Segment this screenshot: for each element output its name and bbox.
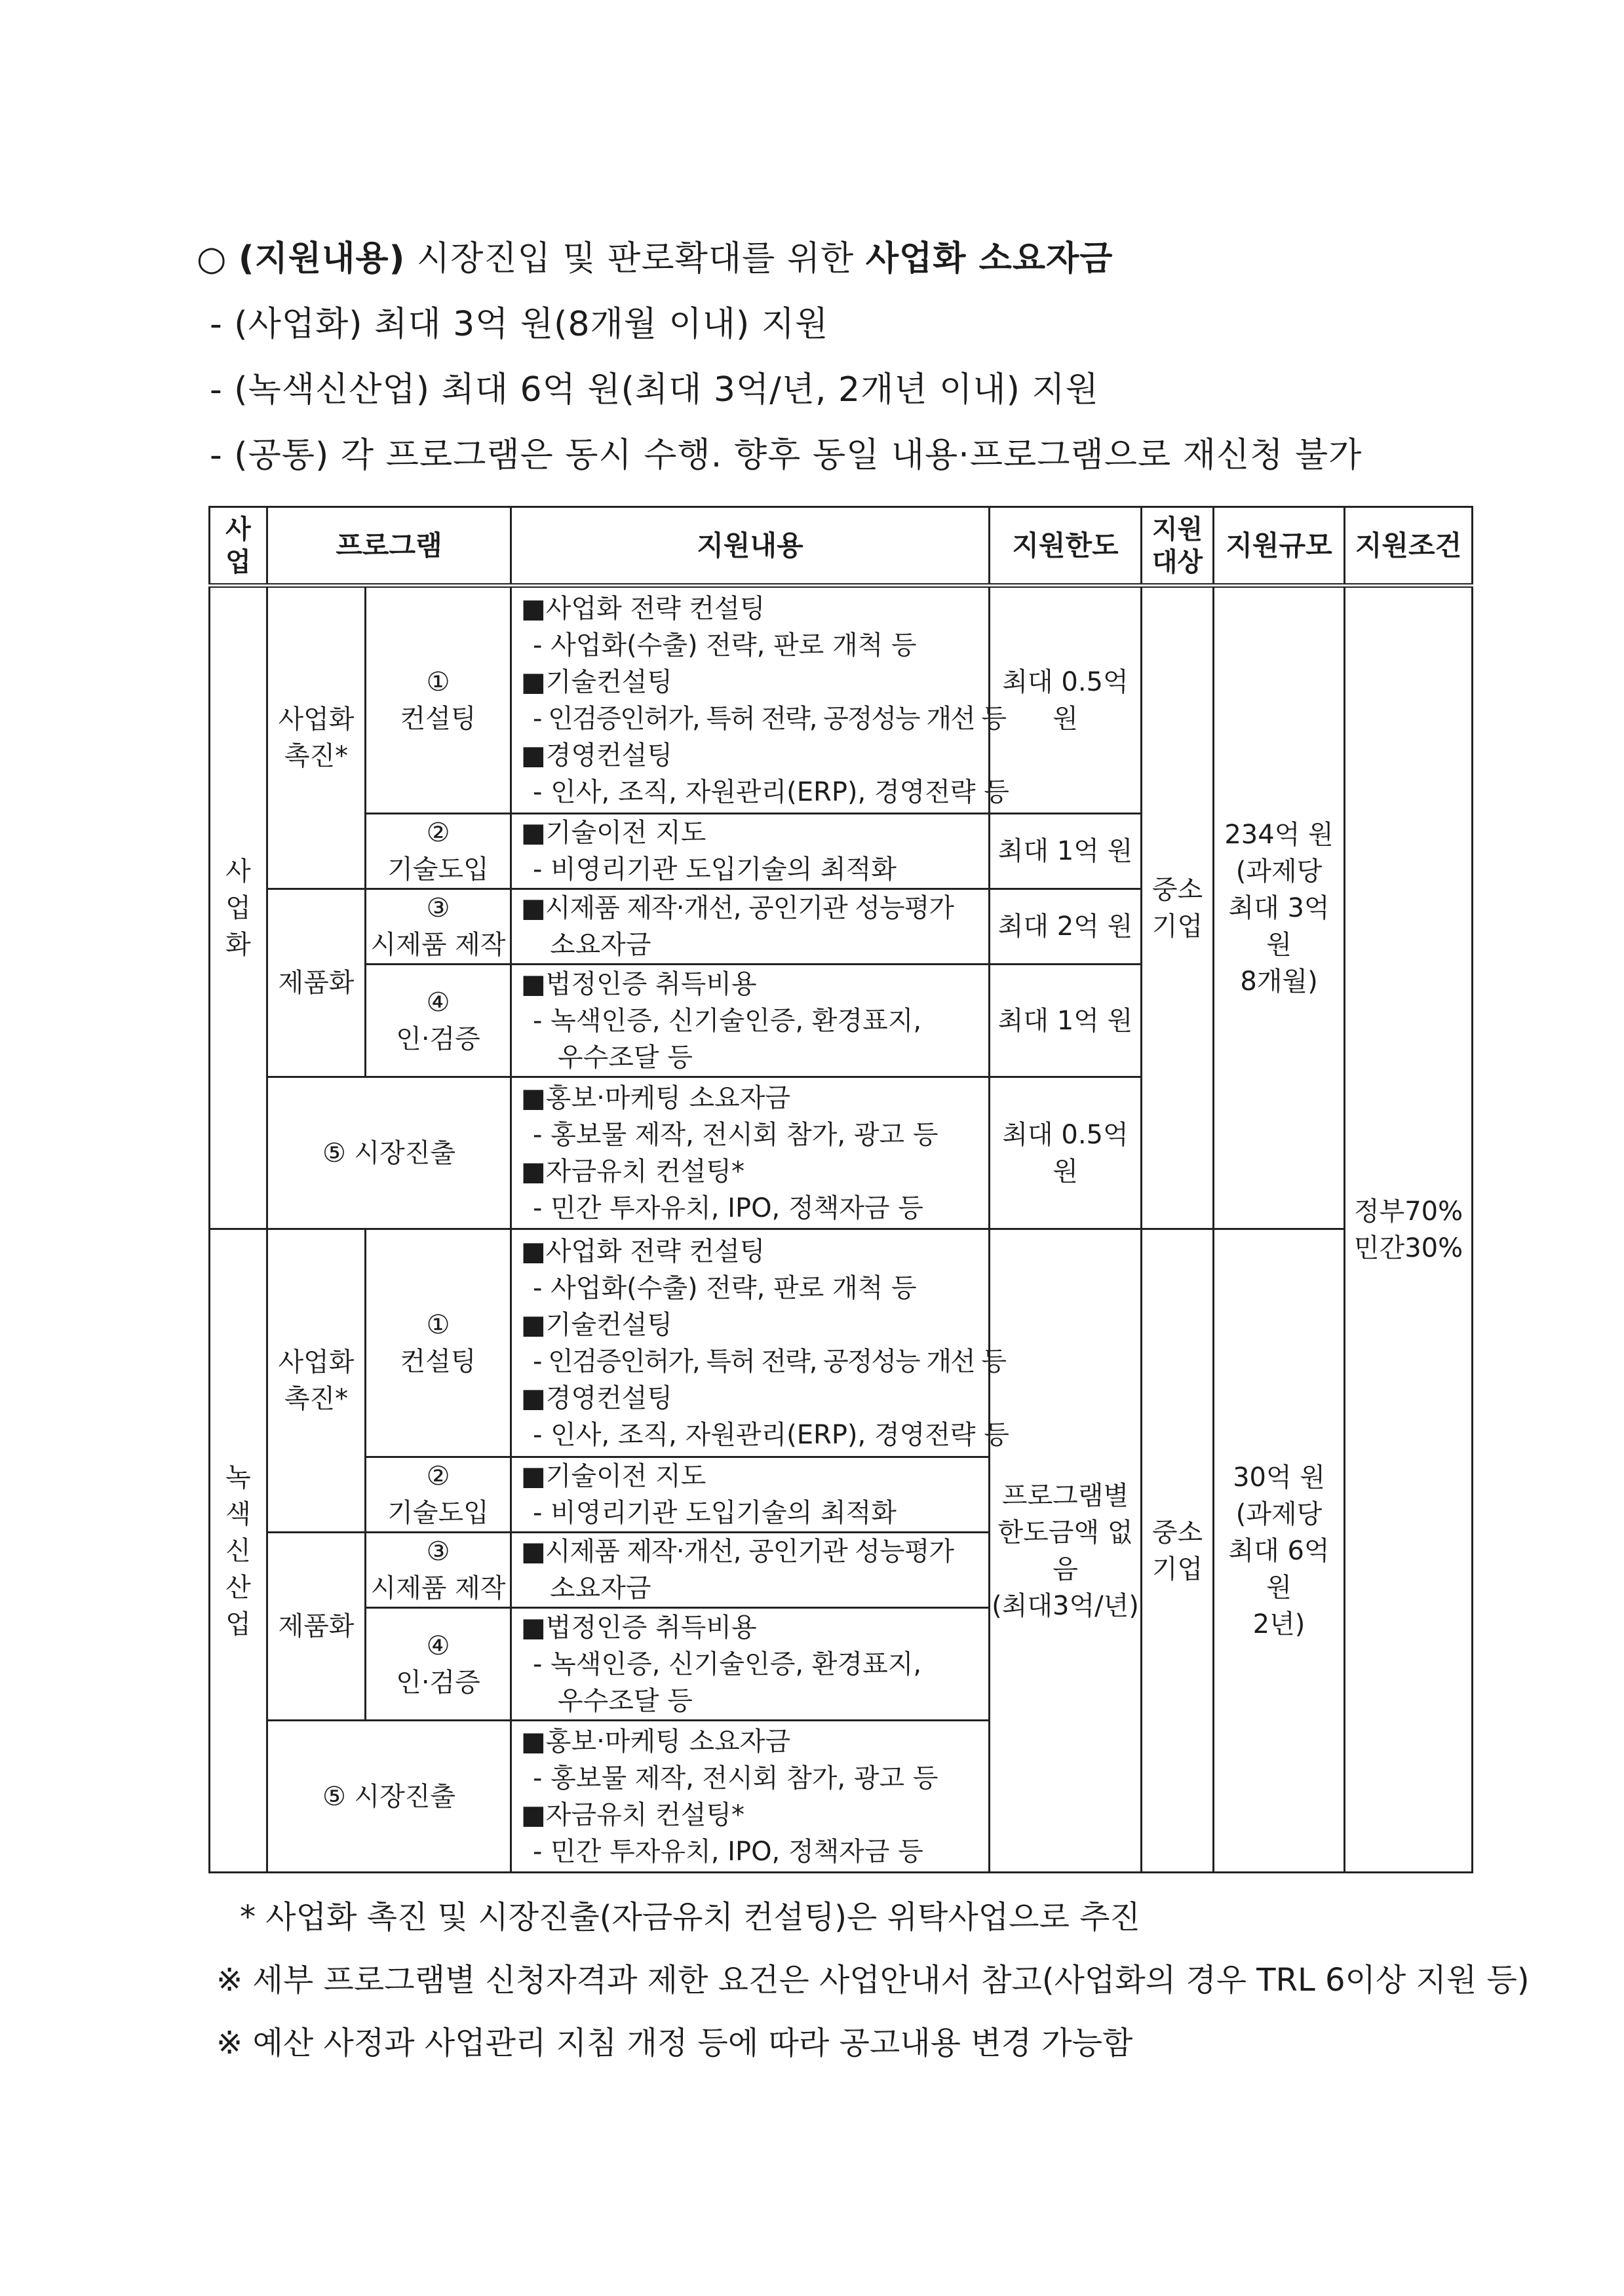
header-target: 지원 대상	[1142, 507, 1214, 586]
support-program-table	[208, 506, 1473, 1873]
scale-cell-b: 30억 원 (과제당 최대 6억 원 2년)	[1214, 1229, 1345, 1873]
header-content: 지원내용	[511, 507, 990, 586]
target-cell-a: 중소 기업	[1142, 586, 1214, 1229]
content-prototype-b: ■시제품 제작‧개선, 공인기관 성능평가 소요자금	[511, 1533, 990, 1608]
footnotes	[216, 1886, 1530, 2075]
table-header-row	[210, 507, 1473, 586]
program-certification-b: ④ 인‧검증	[366, 1608, 511, 1721]
section-heading	[197, 226, 1475, 292]
intro-line-common: - (공통) 각 프로그램은 동시 수행. 향후 동일 내용‧프로그램으로 재신청 불가	[210, 436, 1363, 475]
program-market-entry-b: ⑤ 시장진출	[267, 1721, 511, 1873]
heading-emphasis: 사업화 소요자금	[865, 239, 1113, 278]
content-tech-adoption: ■기술이전 지도 - 비영리기관 도입기술의 최적화	[511, 814, 990, 889]
content-market-entry: ■홍보‧마케팅 소요자금 - 홍보물 제작, 전시회 참가, 광고 등 ■자금유치 컨설팅* - 민간 투자유치, IPO, 정책자금 등	[511, 1077, 990, 1229]
content-market-entry-b: ■홍보‧마케팅 소요자금 - 홍보물 제작, 전시회 참가, 광고 등 ■자금유치 컨설팅* - 민간 투자유치, IPO, 정책자금 등	[511, 1721, 990, 1873]
limit-certification: 최대 1억 원	[990, 965, 1142, 1077]
scale-cell-a: 234억 원 (과제당 최대 3억 원 8개월)	[1214, 586, 1345, 1229]
heading-text: 시장진입 및 판로확대를 위한	[416, 239, 855, 278]
table-row	[210, 586, 1473, 814]
content-consulting-b: ■사업화 전략 컨설팅 - 사업화(수출) 전략, 판로 개척 등 ■기술컨설팅 - 인검증인허가, 특허 전략, 공정성능 개선 등 ■경영컨설팅 - 인사, 조직, 자원관리(ERP), 경영전략 등	[511, 1229, 990, 1457]
group-commercialization-promotion-b: 사업화 촉진*	[267, 1229, 366, 1533]
program-consulting: ① 컨설팅	[366, 586, 511, 814]
content-certification-b: ■법정인증 취득비용 - 녹색인증, 신기술인증, 환경표지, 우수조달 등	[511, 1608, 990, 1721]
program-prototype-b: ③ 시제품 제작	[366, 1533, 511, 1608]
header-scale: 지원규모	[1214, 507, 1345, 586]
content-tech-adoption-b: ■기술이전 지도 - 비영리기관 도입기술의 최적화	[511, 1457, 990, 1533]
business-cell-commercialization: 사 업 화	[210, 586, 267, 1229]
table-row	[210, 1229, 1473, 1457]
program-market-entry: ⑤ 시장진출	[267, 1077, 511, 1229]
content-certification: ■법정인증 취득비용 - 녹색인증, 신기술인증, 환경표지, 우수조달 등	[511, 965, 990, 1077]
content-consulting: ■사업화 전략 컨설팅 - 사업화(수출) 전략, 판로 개척 등 ■기술컨설팅 - 인검증인허가, 특허 전략, 공정성능 개선 등 ■경영컨설팅 - 인사, 조직, 자원관리(ERP), 경영전략 등	[511, 586, 990, 814]
header-limit: 지원한도	[990, 507, 1142, 586]
condition-cell: 정부70% 민간30%	[1345, 586, 1473, 1873]
business-cell-green-industry: 녹 색 신 산 업	[210, 1229, 267, 1873]
header-program: 프로그램	[267, 507, 511, 586]
intro-line-commercialization: - (사업화) 최대 3억 원(8개월 이내) 지원	[210, 305, 829, 344]
footnote-eligibility: ※ 세부 프로그램별 신청자격과 제한 요건은 사업안내서 참고(사업화의 경우 TRL 6이상 지원 등)	[216, 1962, 1530, 1999]
target-cell-b: 중소 기업	[1142, 1229, 1214, 1873]
limit-tech-adoption: 최대 1억 원	[990, 814, 1142, 889]
group-productization-b: 제품화	[267, 1533, 366, 1721]
program-prototype: ③ 시제품 제작	[366, 889, 511, 965]
heading-bullet: ○	[197, 239, 227, 278]
content-prototype: ■시제품 제작‧개선, 공인기관 성능평가 소요자금	[511, 889, 990, 965]
program-certification: ④ 인‧검증	[366, 965, 511, 1077]
header-condition: 지원조건	[1345, 507, 1473, 586]
header-business: 사 업	[210, 507, 267, 586]
limit-cell-b: 프로그램별 한도금액 없음 (최대3억/년)	[990, 1229, 1142, 1873]
program-tech-adoption: ② 기술도입	[366, 814, 511, 889]
group-commercialization-promotion: 사업화 촉진*	[267, 586, 366, 889]
support-content-section	[197, 226, 1475, 488]
footnote-budget-change: ※ 예산 사정과 사업관리 지침 개정 등에 따라 공고내용 변경 가능함	[216, 2025, 1133, 2061]
program-tech-adoption-b: ② 기술도입	[366, 1457, 511, 1533]
group-productization: 제품화	[267, 889, 366, 1077]
heading-label: (지원내용)	[238, 239, 406, 278]
limit-consulting: 최대 0.5억 원	[990, 586, 1142, 814]
program-consulting-b: ① 컨설팅	[366, 1229, 511, 1457]
intro-line-green-industry: - (녹색신산업) 최대 6억 원(최대 3억/년, 2개년 이내) 지원	[210, 370, 1099, 410]
footnote-consignment: * 사업화 촉진 및 시장진출(자금유치 컨설팅)은 위탁사업으로 추진	[240, 1899, 1140, 1936]
limit-prototype: 최대 2억 원	[990, 889, 1142, 965]
limit-market-entry: 최대 0.5억 원	[990, 1077, 1142, 1229]
